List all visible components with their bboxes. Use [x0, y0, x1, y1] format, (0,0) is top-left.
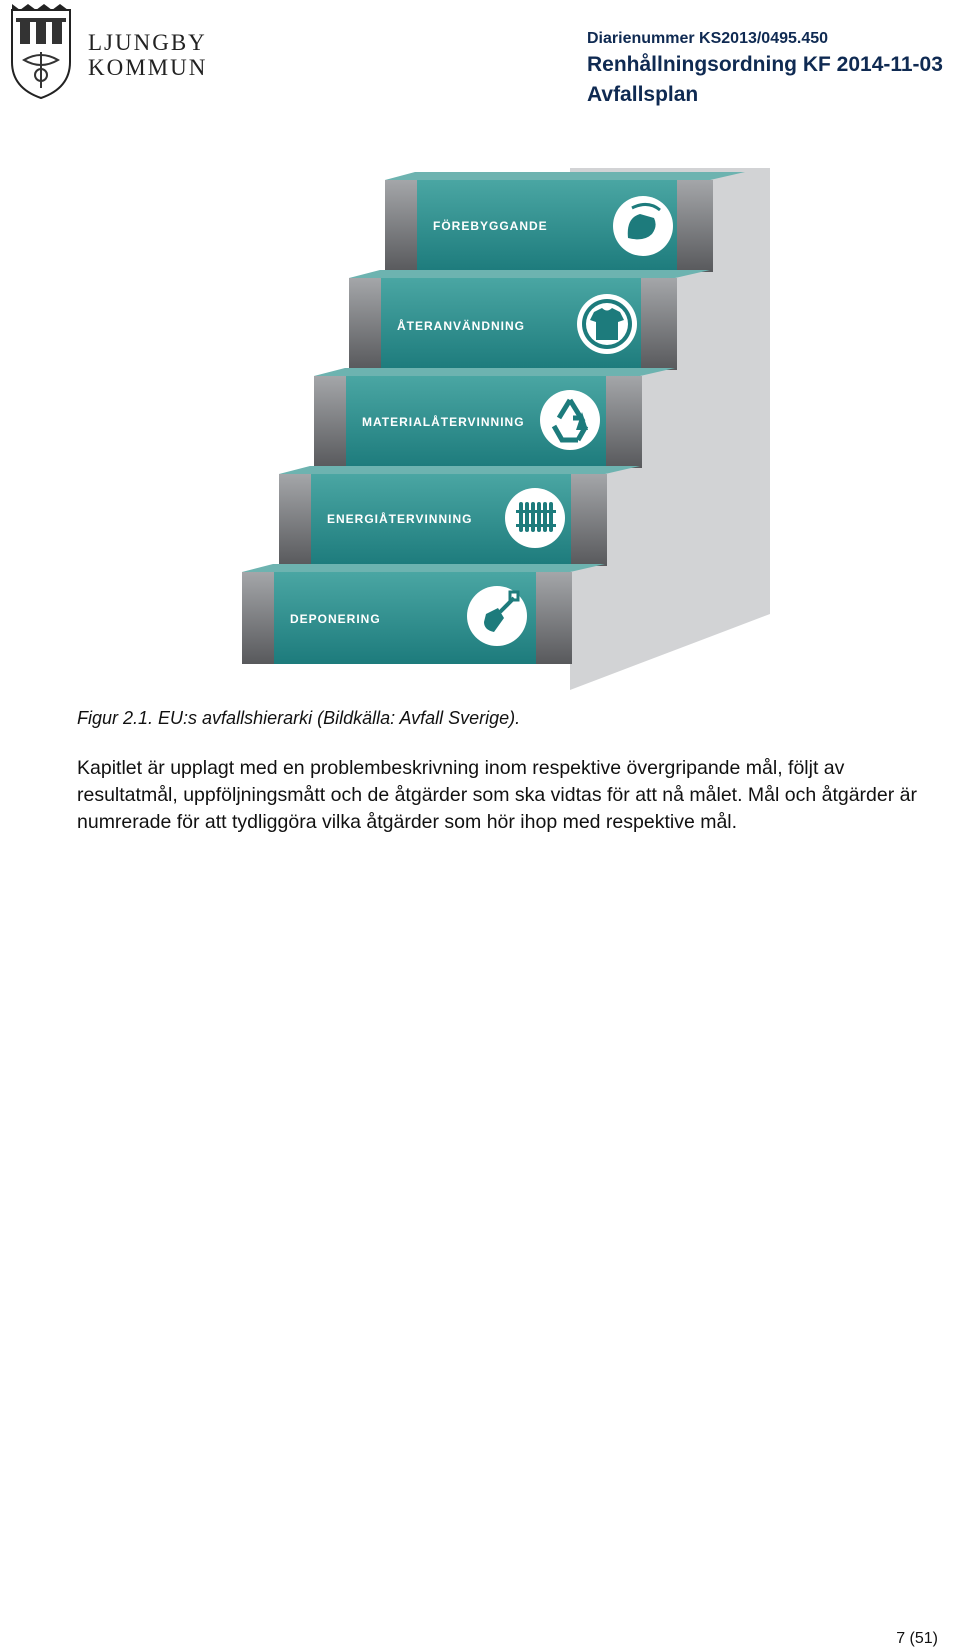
step-label: ÅTERANVÄNDNING	[397, 319, 525, 333]
step-label: MATERIALÅTERVINNING	[362, 415, 525, 429]
plan-title: Avfallsplan	[587, 83, 699, 106]
logo-text-line2: KOMMUN	[88, 55, 208, 80]
shovel-icon	[467, 586, 527, 646]
crest-icon	[6, 0, 76, 100]
step-label: DEPONERING	[290, 612, 381, 626]
radiator-icon	[505, 488, 565, 548]
step-forebyggande	[385, 172, 745, 272]
recycle-icon	[540, 390, 600, 450]
ordning-title: Renhållningsordning KF 2014-11-03	[587, 53, 943, 76]
logo-text-line1: LJUNGBY	[88, 30, 207, 55]
step-label: ENERGIÅTERVINNING	[327, 512, 473, 526]
figure-caption: Figur 2.1. EU:s avfallshierarki (Bildkälla: Avfall Sverige).	[77, 708, 521, 728]
diarienummer: Diarienummer KS2013/0495.450	[587, 30, 829, 47]
logo-name	[88, 30, 207, 80]
municipality-logo	[6, 0, 216, 100]
waste-hierarchy-figure	[240, 168, 770, 690]
hand-icon	[613, 196, 673, 256]
step-ateranvandning	[349, 270, 710, 370]
step-energiatervinning	[279, 466, 640, 566]
page-number: 7 (51)	[896, 1630, 938, 1647]
step-materialatervinning	[314, 368, 675, 468]
document-header	[587, 28, 943, 110]
shirt-icon	[577, 294, 637, 354]
step-label: FÖREBYGGANDE	[433, 219, 548, 233]
body-paragraph: Kapitlet är upplagt med en problembeskrivning inom respektive övergripande mål, följt av resultatmål, uppföljningsmått och de åtgärder som ska vidtas för att nå målet. Mål och åtgärder är numrerade för att tydliggöra vilka åtgärder som hör ihop med respektive mål.	[77, 757, 917, 833]
step-deponering	[242, 564, 605, 664]
